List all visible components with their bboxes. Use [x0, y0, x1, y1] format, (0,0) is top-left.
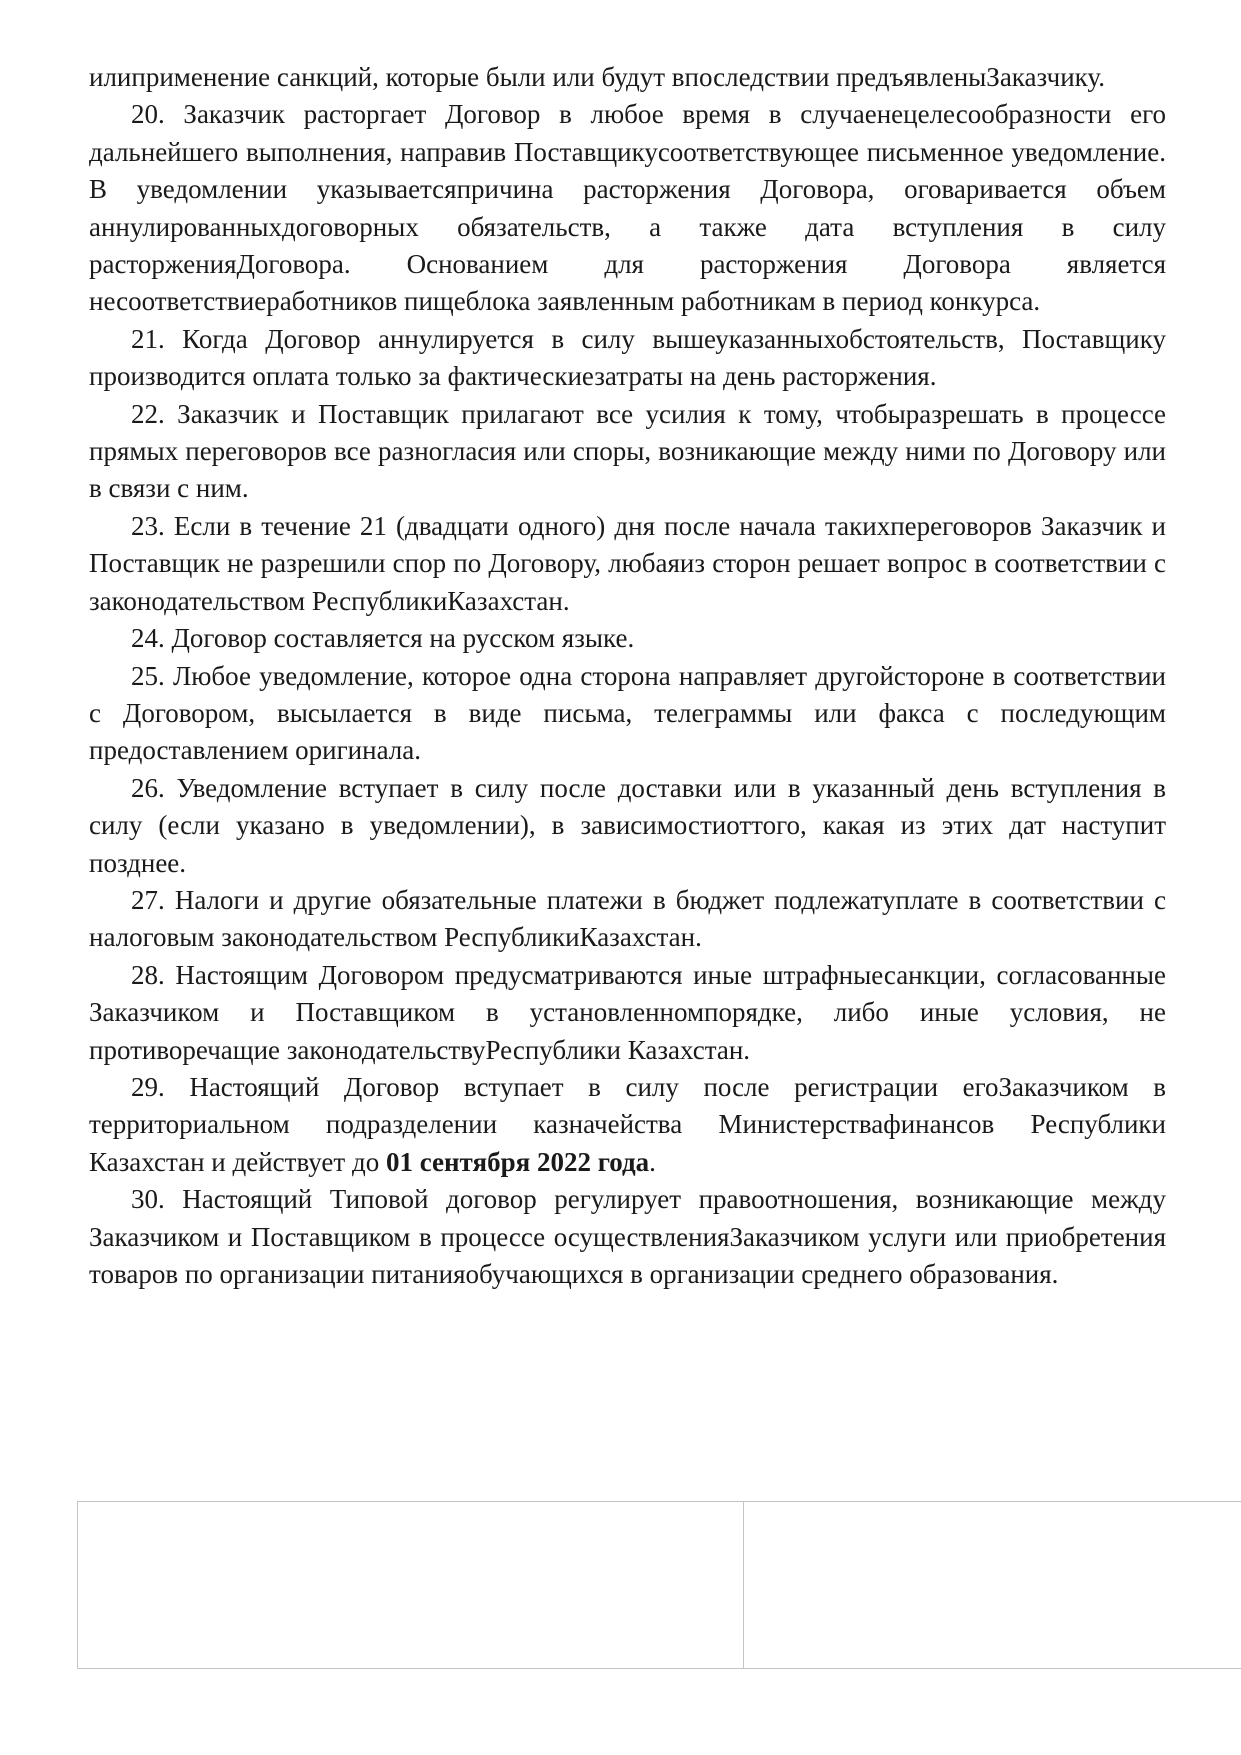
signature-cell-supplier	[744, 1502, 1241, 1668]
clause-23: 23. Если в течение 21 (двадцати одного) дня после начала такихпереговоров Заказчик и Поставщик не разрешили спор по Договору, любаяиз сторон решает вопрос в соответствии с законодательством РеспубликиКазахстан.	[89, 510, 1166, 616]
clause-29-end: .	[649, 1146, 656, 1177]
clause-24: 24. Договор составляется на русском языке.	[131, 623, 635, 654]
clause-26: 26. Уведомление вступает в силу после доставки или в указанный день вступления в силу (если указано в уведомлении), в зависимостиоттого, какая из этих дат наступит позднее.	[89, 772, 1166, 878]
clause-21: 21. Когда Договор аннулируется в силу вышеуказанныхобстоятельств, Поставщику производится оплата только за фактическиезатраты на день расторжения.	[89, 323, 1166, 392]
signature-table	[77, 1501, 1241, 1669]
continuation-paragraph: илиприменение санкций, которые были или будут впоследствии предъявленыЗаказчику.	[89, 62, 1105, 92]
clause-30: 30. Настоящий Типовой договор регулирует правоотношения, возникающие между Заказчиком и Поставщиком в процессе осуществленияЗаказчиком услуги или приобретения товаров по организации питанияобучающихся в организации среднего образования.	[89, 1184, 1166, 1289]
clause-29-text: 29. Настоящий Договор вступает в силу после регистрации егоЗаказчиком в территориальном подразделении казначейства Министерствафинансов Республики Казахстан и действует до	[89, 1071, 1166, 1177]
clause-29-end-date: 01 сентября 2022 года	[385, 1146, 650, 1177]
signature-cell-customer	[78, 1502, 744, 1668]
clause-28: 28. Настоящим Договором предусматриваются иные штрафныесанкции, согласованные Заказчиком и Поставщиком в установленномпорядке, либо иные условия, не противоречащие законодательствуРеспублики Казахстан.	[89, 959, 1166, 1065]
clause-22: 22. Заказчик и Поставщик прилагают все усилия к тому, чтобыразрешать в процессе прямых переговоров все разногласия или споры, возникающие между ними по Договору или в связи с ним.	[89, 398, 1166, 504]
clause-27: 27. Налоги и другие обязательные платежи в бюджет подлежатуплате в соответствии с налоговым законодательством РеспубликиКазахстан.	[89, 884, 1166, 953]
clause-20: 20. Заказчик расторгает Договор в любое время в случаенецелесообразности его дальнейшего выполнения, направив Поставщикусоответствующее письменное уведомление. В уведомлении указываетсяпричина расторжения Договора, оговаривается объем аннулированныхдоговорных обязательств, а также дата вступления в силу расторженияДоговора. Основанием для расторжения Договора является несоответствиеработников пищеблока заявленным работникам в период конкурса.	[89, 99, 1166, 317]
clause-29	[89, 1069, 1166, 1181]
clause-25: 25. Любое уведомление, которое одна сторона направляет другойстороне в соответствии с Договором, высылается в виде письма, телеграммы или факса с последующим предоставлением оригинала.	[89, 660, 1166, 766]
contract-text	[89, 59, 1166, 1293]
